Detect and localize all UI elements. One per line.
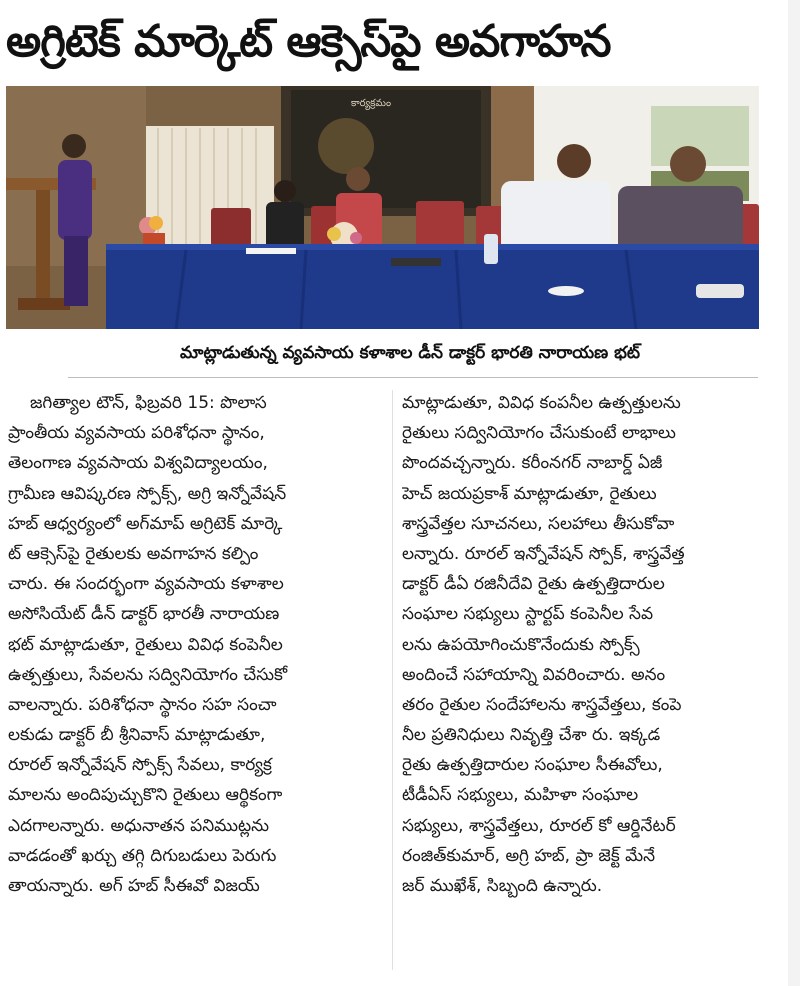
photo-caption: మాట్లాడుతున్న వ్యవసాయ కళాశాల డీన్ డాక్టర్ భారతి నారాయణ భట్	[180, 343, 640, 363]
text-line: రూరల్ ఇన్నోవేషన్ స్పోక్స్ సేవలు, కార్యక్ర	[8, 755, 272, 776]
caption-divider	[68, 377, 758, 378]
news-photo	[6, 86, 759, 329]
text-line: చారు. ఈ సందర్భంగా వ్యవసాయ కళాశాల	[8, 574, 284, 595]
text-line: భట్ మాట్లాడుతూ, రైతులు వివిధ కంపెనీల	[8, 634, 283, 655]
text-line: రైతులు సద్వినియోగం చేసుకుంటే లాభాలు	[402, 423, 676, 444]
text-line: రైతు ఉత్పత్తిదారుల సంఘాల సీఈవోలు,	[402, 755, 663, 776]
text-line: అసోసియేట్ డీన్ డాక్టర్ భారతీ నారాయణ	[8, 604, 280, 625]
text-line: మాట్లాడుతూ, వివిధ కంపనీల ఉత్పత్తులను	[402, 393, 681, 413]
text-line: తాయన్నారు. అగ్ హబ్ సీఈవో విజయ్	[8, 876, 260, 896]
text-line: ట్ ఆక్సెస్‌పై రైతులకు అవగాహన కల్పిం	[8, 543, 259, 564]
text-line: తరం రైతుల సందేహాలను శాస్త్రవేత్తలు, కంపె	[402, 694, 682, 715]
text-line: గ్రామీణ ఆవిష్కరణ స్పోక్స్, అగ్రి ఇన్నోవేషన్	[8, 483, 287, 504]
text-line: జగిత్యాల టౌన్, ఫిబ్రవరి 15: పొలాస	[30, 393, 267, 413]
text-line: ఎదగాలన్నారు. అధునాతన పనిముట్లను	[8, 815, 269, 836]
text-line: హబ్ ఆధ్వర్యంలో అగ్‌మాప్ అగ్రిటెక్ మార్కె	[8, 513, 283, 534]
text-line: శాస్త్రవేత్తల సూచనలు, సలహాలు తీసుకోవా	[402, 513, 675, 534]
article-column-right	[402, 388, 780, 901]
text-line: హెచ్ జయప్రకాశ్ మాట్లాడుతూ, రైతులు	[402, 483, 657, 504]
text-line: ప్రాంతీయ వ్యవసాయ పరిశోధనా స్థానం,	[8, 423, 265, 444]
text-line: నీల ప్రతినిధులు నివృత్తి చేశా రు. ఇక్కడ	[402, 725, 661, 746]
text-line: పొందవచ్చన్నారు. కరీంనగర్ నాబార్డ్ ఏజీ	[402, 453, 663, 474]
text-line: లకుడు డాక్టర్ బీ శ్రీనివాస్ మాట్లాడుతూ,	[8, 725, 266, 746]
article-column-left	[8, 388, 386, 901]
text-line: జర్ ముఖేశ్, సిబ్బంది ఉన్నారు.	[402, 876, 603, 896]
text-line: వాడడంతో ఖర్చు తగ్గి దిగుబడులు పెరుగు	[8, 845, 277, 866]
page-edge	[788, 0, 800, 986]
screen-text: కార్యక్రమం	[351, 98, 392, 109]
text-line: సంఘాల సభ్యులు స్టార్టప్ కంపెనీల సేవ	[402, 604, 654, 625]
column-divider	[392, 390, 393, 970]
text-line: టీడీఏస్ సభ్యులు, మహిళా సంఘాల	[402, 785, 639, 806]
text-line: ఉత్పత్తులు, సేవలను సద్వినియోగం చేసుకో	[8, 664, 288, 685]
text-line: తెలంగాణ వ్యవసాయ విశ్వవిద్యాలయం,	[8, 453, 268, 474]
text-line: లను ఉపయోగించుకొనేందుకు స్పోక్స్	[402, 634, 640, 655]
text-line: అందించే సహాయాన్ని వివరించారు. అనం	[402, 664, 666, 685]
headline: అగ్రిటెక్ మార్కెట్ ఆక్సెస్‌పై అవగాహన	[6, 16, 611, 67]
text-line: వాలన్నారు. పరిశోధనా స్థానం సహ సంచా	[8, 694, 277, 715]
text-line: రంజిత్‌కుమార్, అగ్రి హబ్, ప్రా జెక్ట్ మేనే	[402, 845, 656, 866]
text-line: డాక్టర్ డీఏ రజినీదేవి రైతు ఉత్పత్తిదారుల	[402, 574, 665, 595]
photo-scene	[6, 86, 759, 329]
text-line: సభ్యులు, శాస్త్రవేత్తలు, రూరల్ కో ఆర్డినేటర్	[402, 815, 676, 836]
text-line: మాలను అందిపుచ్చుకొని రైతులు ఆర్థికంగా	[8, 785, 283, 806]
text-line: లన్నారు. రూరల్ ఇన్నోవేషన్ స్పోక్, శాస్త్రవేత్త	[402, 543, 685, 564]
